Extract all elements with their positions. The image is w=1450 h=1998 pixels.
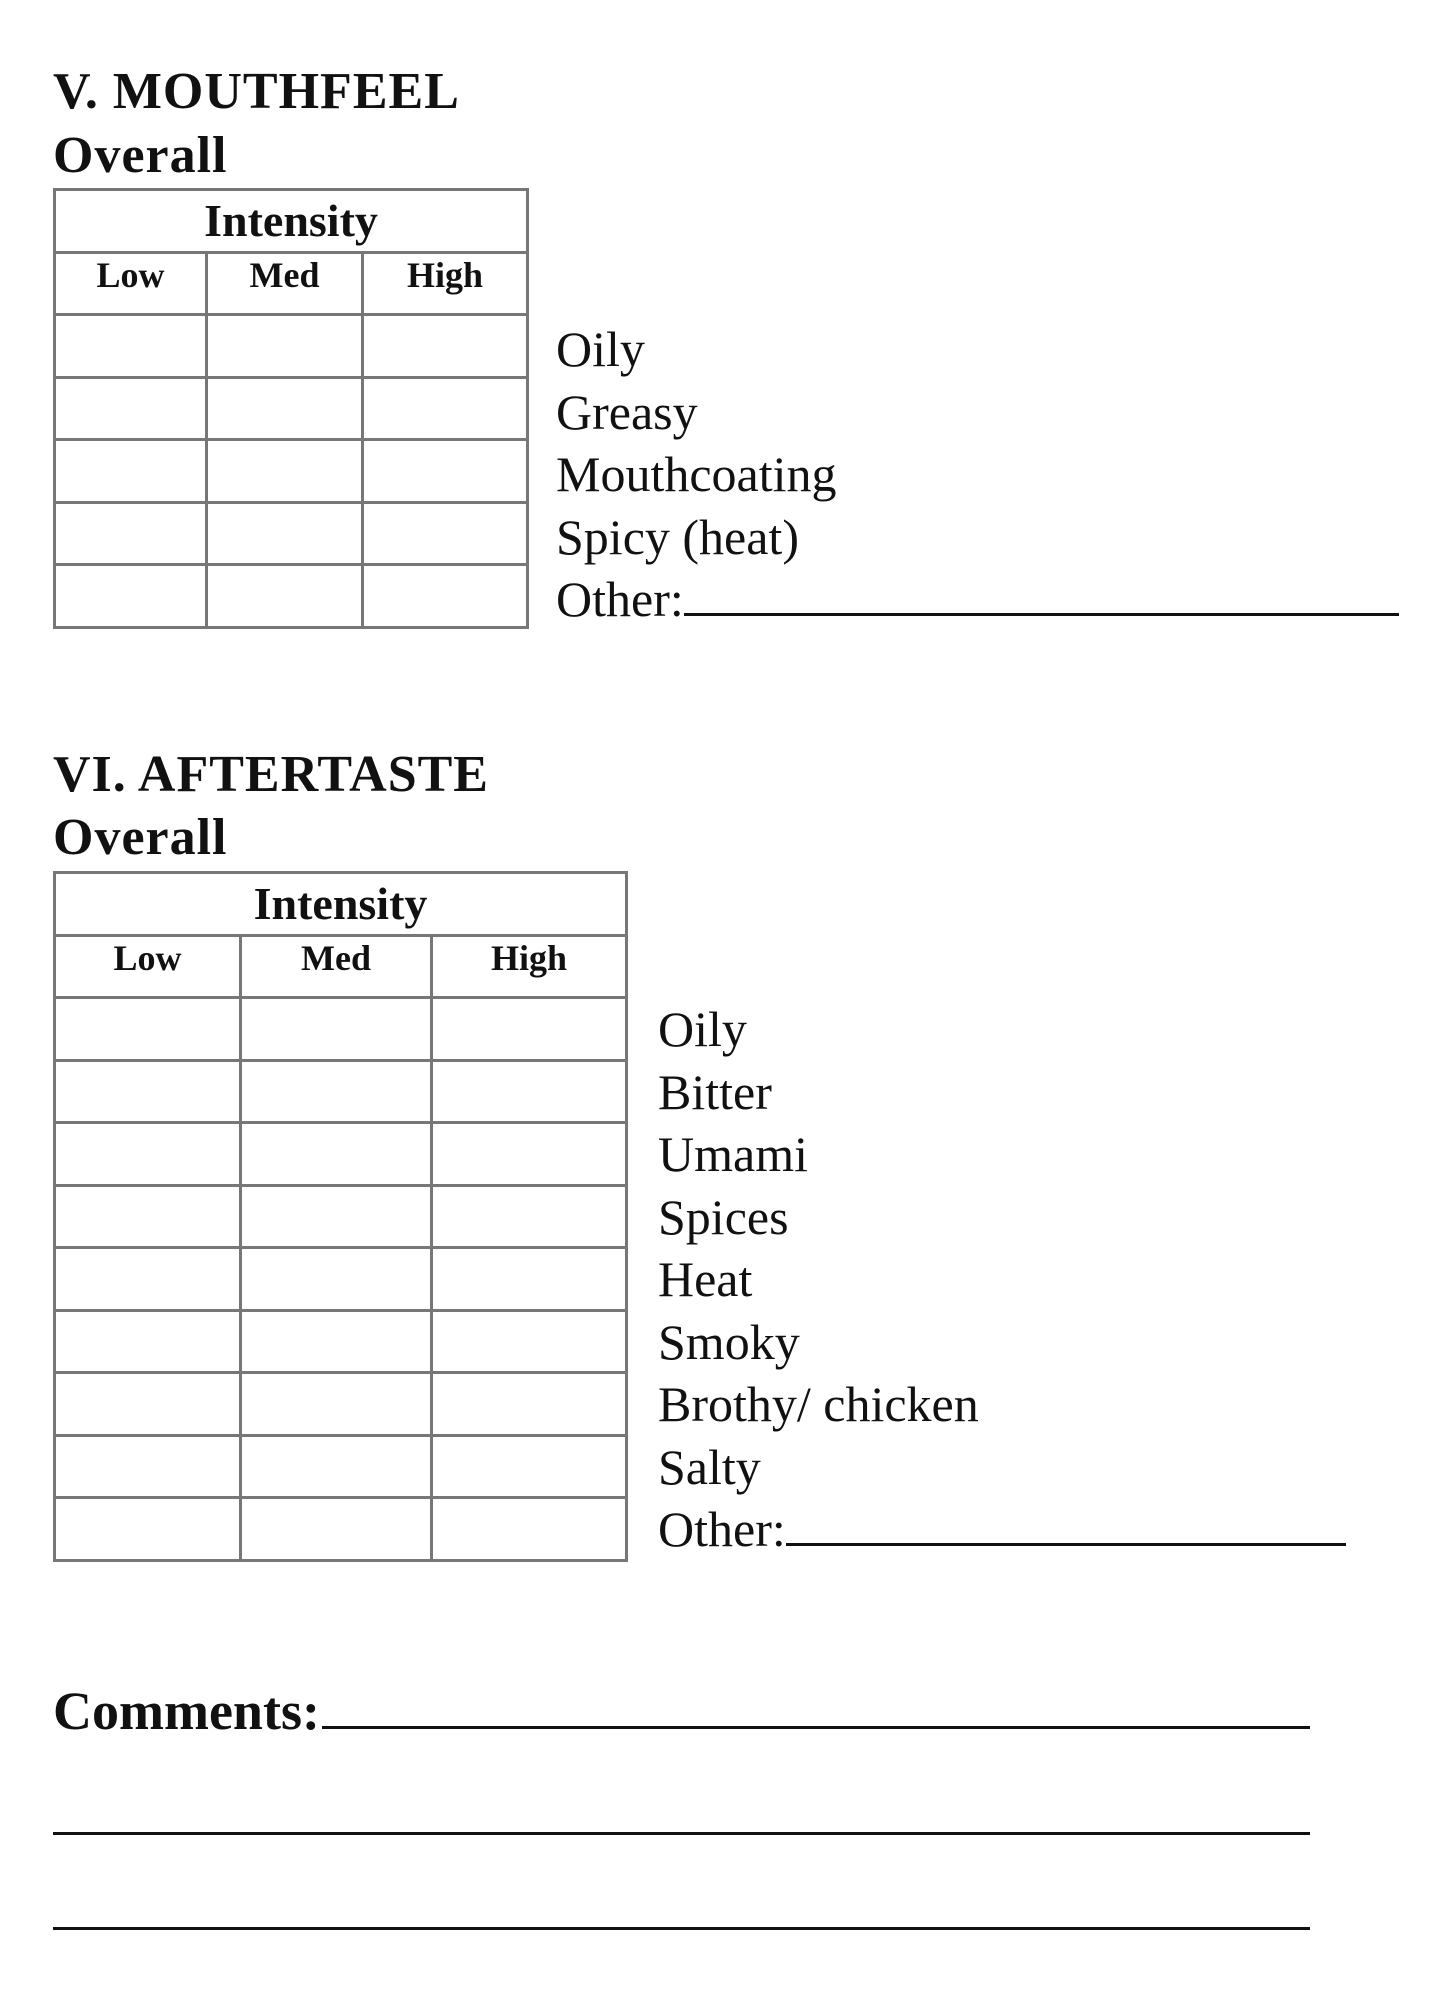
- rating-cell-med[interactable]: [241, 1373, 432, 1436]
- attribute-label: [556, 568, 1399, 631]
- table-row: [55, 1185, 627, 1248]
- rating-cell-med[interactable]: [207, 565, 363, 628]
- attribute-label: [658, 1248, 1346, 1311]
- table-row: [55, 1248, 627, 1311]
- intensity-header: Intensity: [55, 190, 528, 253]
- rating-cell-low[interactable]: [55, 377, 207, 440]
- table-row: [55, 440, 528, 503]
- rating-cell-high[interactable]: [432, 1060, 627, 1123]
- attribute-text: Other:: [658, 1501, 786, 1557]
- attribute-label: [658, 1373, 1346, 1436]
- comments-line-3[interactable]: [53, 1927, 1310, 1930]
- attribute-label: [556, 381, 1399, 444]
- attribute-text: Oily: [556, 321, 645, 377]
- attribute-text: Heat: [658, 1251, 753, 1307]
- rating-cell-high[interactable]: [432, 1310, 627, 1373]
- rating-cell-med[interactable]: [241, 1310, 432, 1373]
- attribute-text: Spicy (heat): [556, 508, 799, 565]
- attribute-label: [658, 1061, 1346, 1124]
- rating-cell-low[interactable]: [55, 1060, 241, 1123]
- comments-line[interactable]: [322, 1726, 1310, 1729]
- rating-cell-high[interactable]: [432, 1373, 627, 1436]
- rating-cell-low[interactable]: [55, 1498, 241, 1561]
- mouthfeel-title: V. MOUTHFEEL: [53, 63, 460, 120]
- attribute-label: [658, 1498, 1346, 1561]
- column-high: High: [363, 253, 528, 315]
- table-row: [55, 1060, 627, 1123]
- aftertaste-subtitle: Overall: [53, 809, 228, 866]
- rating-cell-high[interactable]: [432, 1123, 627, 1186]
- rating-cell-low[interactable]: [55, 998, 241, 1061]
- rating-cell-low[interactable]: [55, 1123, 241, 1186]
- rating-cell-med[interactable]: [207, 315, 363, 378]
- rating-cell-high[interactable]: [363, 315, 528, 378]
- rating-cell-med[interactable]: [241, 1498, 432, 1561]
- rating-cell-high[interactable]: [363, 440, 528, 503]
- rating-cell-high[interactable]: [363, 502, 528, 565]
- attribute-text: Salty: [658, 1438, 761, 1495]
- table-row: [55, 1310, 627, 1373]
- attribute-text: Bitter: [658, 1063, 772, 1120]
- mouthfeel-attribute-list: [556, 318, 1399, 631]
- column-med: Med: [207, 253, 363, 315]
- rating-cell-low[interactable]: [55, 1310, 241, 1373]
- intensity-header: Intensity: [55, 873, 627, 936]
- attribute-label: [658, 1123, 1346, 1186]
- rating-cell-high[interactable]: [432, 1498, 627, 1561]
- rating-cell-med[interactable]: [241, 1185, 432, 1248]
- comments-field[interactable]: [53, 1680, 1310, 1742]
- table-row: [55, 1435, 627, 1498]
- attribute-text: Mouthcoating: [556, 446, 837, 502]
- attribute-label: [556, 506, 1399, 569]
- attribute-text: Spices: [658, 1188, 789, 1245]
- attribute-text: Other:: [556, 571, 684, 627]
- aftertaste-attribute-list: [658, 998, 1346, 1561]
- mouthfeel-subtitle: Overall: [53, 127, 228, 184]
- rating-cell-low[interactable]: [55, 315, 207, 378]
- rating-cell-low[interactable]: [55, 1185, 241, 1248]
- rating-cell-med[interactable]: [207, 377, 363, 440]
- attribute-text: Greasy: [556, 383, 698, 440]
- table-row: [55, 315, 528, 378]
- rating-cell-low[interactable]: [55, 565, 207, 628]
- table-row: [55, 502, 528, 565]
- rating-cell-med[interactable]: [241, 1060, 432, 1123]
- table-row: [55, 565, 528, 628]
- comments-label: Comments:: [53, 1681, 320, 1741]
- table-row: [55, 998, 627, 1061]
- table-row: [55, 1373, 627, 1436]
- attribute-text: Oily: [658, 1001, 747, 1057]
- table-row: [55, 1123, 627, 1186]
- column-med: Med: [241, 936, 432, 998]
- attribute-label: [556, 318, 1399, 381]
- rating-cell-med[interactable]: [241, 1248, 432, 1311]
- aftertaste-title: VI. AFTERTASTE: [53, 746, 489, 803]
- attribute-text: Umami: [658, 1126, 808, 1182]
- mouthfeel-intensity-table: [53, 188, 529, 629]
- column-low: Low: [55, 253, 207, 315]
- rating-cell-high[interactable]: [432, 998, 627, 1061]
- attribute-label: [658, 1311, 1346, 1374]
- attribute-label: [658, 998, 1346, 1061]
- rating-cell-med[interactable]: [241, 998, 432, 1061]
- rating-cell-low[interactable]: [55, 1435, 241, 1498]
- attribute-label: [658, 1436, 1346, 1499]
- aftertaste-intensity-table: [53, 871, 628, 1562]
- rating-cell-low[interactable]: [55, 1373, 241, 1436]
- rating-cell-high[interactable]: [363, 565, 528, 628]
- column-low: Low: [55, 936, 241, 998]
- rating-cell-low[interactable]: [55, 1248, 241, 1311]
- table-row: [55, 377, 528, 440]
- rating-cell-high[interactable]: [432, 1435, 627, 1498]
- attribute-text: Brothy/ chicken: [658, 1376, 979, 1432]
- rating-cell-med[interactable]: [207, 440, 363, 503]
- rating-cell-med[interactable]: [241, 1123, 432, 1186]
- rating-cell-high[interactable]: [363, 377, 528, 440]
- table-row: [55, 1498, 627, 1561]
- rating-cell-med[interactable]: [207, 502, 363, 565]
- column-high: High: [432, 936, 627, 998]
- rating-cell-med[interactable]: [241, 1435, 432, 1498]
- attribute-text: Smoky: [658, 1313, 800, 1370]
- rating-cell-high[interactable]: [432, 1185, 627, 1248]
- other-input-line[interactable]: [684, 569, 1399, 616]
- attribute-label: [556, 443, 1399, 506]
- rating-cell-low[interactable]: [55, 440, 207, 503]
- comments-line-2[interactable]: [53, 1832, 1310, 1835]
- attribute-label: [658, 1186, 1346, 1249]
- other-input-line[interactable]: [786, 1499, 1346, 1546]
- rating-cell-low[interactable]: [55, 502, 207, 565]
- rating-cell-high[interactable]: [432, 1248, 627, 1311]
